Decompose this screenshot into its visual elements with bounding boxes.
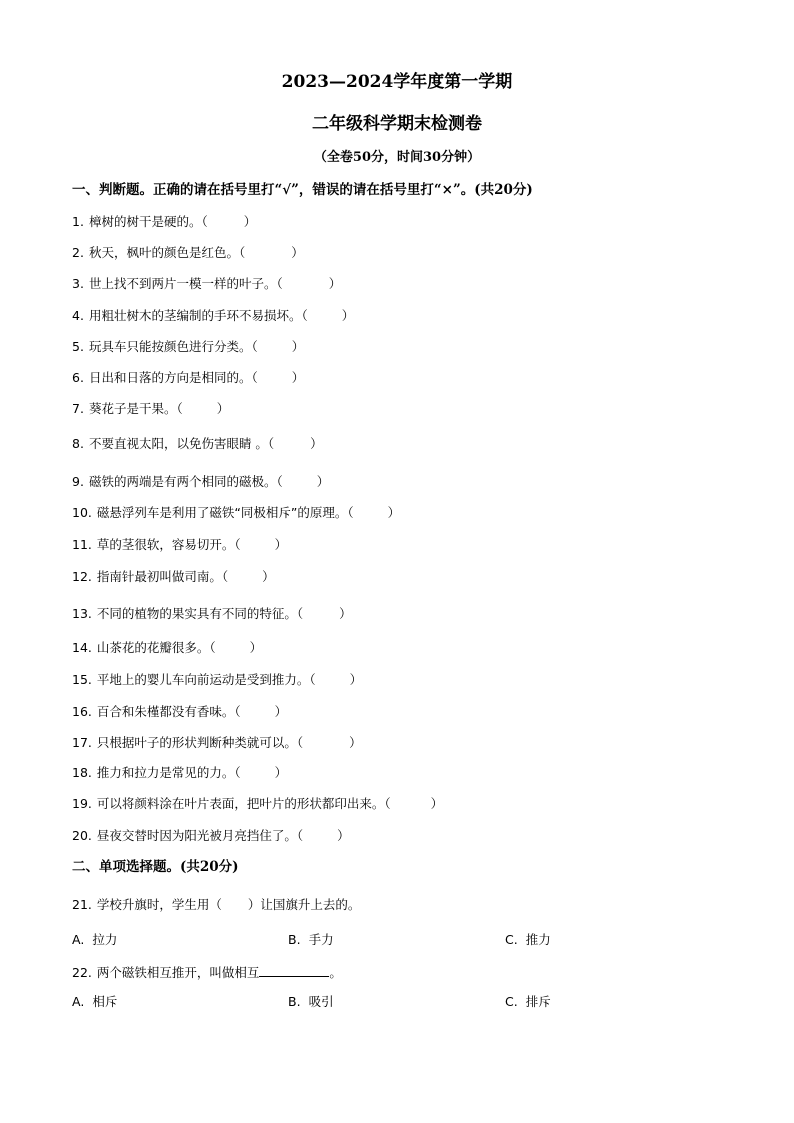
judgment-question: [72, 605, 352, 623]
question-text: 樟树的树干是硬的。（: [88, 214, 208, 229]
question-number: 7.: [72, 401, 84, 416]
question-number: 8.: [72, 436, 84, 451]
question-text: 只根据叶子的形状判断种类就可以。（: [96, 735, 304, 750]
question-close: ）: [243, 214, 257, 229]
question-number: 19.: [72, 796, 92, 811]
question-close: ）: [274, 537, 288, 552]
option-letter: A.: [72, 994, 85, 1009]
option-letter: C.: [505, 932, 518, 947]
judgment-question: [72, 369, 304, 387]
judgment-question: [72, 536, 287, 554]
question-close: ）: [274, 765, 288, 780]
option-text: 推力: [525, 932, 551, 947]
choice-option-c[interactable]: [505, 993, 551, 1011]
question-close: ）: [310, 436, 323, 451]
question-number: 22.: [72, 965, 92, 980]
question-number: 9.: [72, 474, 84, 489]
judgment-question: [72, 671, 362, 689]
question-text: 昼夜交替时因为阳光被月亮挡住了。（: [96, 828, 304, 843]
question-number: 16.: [72, 704, 92, 719]
section-heading-choice: 二、单项选择题。(共20分): [72, 859, 239, 875]
question-number: 1.: [72, 214, 84, 229]
question-number: 11.: [72, 537, 92, 552]
question-number: 17.: [72, 735, 92, 750]
question-close: ）: [291, 245, 304, 260]
question-text: 山茶花的花瓣很多。（: [96, 640, 216, 655]
judgment-question: [72, 734, 362, 752]
option-text: 吸引: [308, 994, 334, 1009]
option-letter: A.: [72, 932, 85, 947]
question-text: 不同的植物的果实具有不同的特征。（: [96, 606, 304, 621]
question-text: 用粗壮树木的茎编制的手环不易损坏。（: [88, 308, 308, 323]
question-text: 平地上的婴儿车向前运动是受到推力。（: [96, 672, 316, 687]
question-number: 18.: [72, 765, 92, 780]
exam-subtitle: （全卷50分，时间30分钟）: [313, 150, 481, 165]
judgment-question: [72, 703, 287, 721]
question-close: ）: [216, 401, 230, 416]
question-stem-before: 两个磁铁相互推开，叫做相互: [96, 965, 260, 980]
choice-option-a[interactable]: [72, 931, 117, 949]
judgment-question: [72, 400, 229, 418]
answer-underline[interactable]: [259, 962, 329, 977]
question-close: ）: [339, 606, 352, 621]
choice-option-c[interactable]: [505, 931, 551, 949]
choice-question: [72, 896, 360, 914]
question-stem-before: 学校升旗时，学生用（: [96, 897, 222, 912]
question-number: 21.: [72, 897, 92, 912]
judgment-question: [72, 307, 354, 325]
question-number: 15.: [72, 672, 92, 687]
option-text: 拉力: [92, 932, 118, 947]
question-stem-after: ）让国旗升上去的。: [247, 897, 361, 912]
question-text: 日出和日落的方向是相同的。（: [88, 370, 258, 385]
judgment-question: [72, 213, 256, 231]
option-text: 手力: [308, 932, 334, 947]
judgment-question: [72, 827, 350, 845]
exam-title-line1: 2023—2024学年度第一学期: [281, 72, 513, 92]
question-close: ）: [291, 370, 305, 385]
question-number: 6.: [72, 370, 84, 385]
question-text: 指南针最初叫做司南。（: [96, 569, 229, 584]
question-stem-after: 。: [329, 965, 342, 980]
question-text: 不要直视太阳，以免伤害眼睛 。（: [88, 436, 275, 451]
question-close: ）: [341, 308, 355, 323]
question-number: 5.: [72, 339, 84, 354]
question-number: 3.: [72, 276, 84, 291]
judgment-question: [72, 639, 262, 657]
judgment-question: [72, 764, 287, 782]
question-number: 14.: [72, 640, 92, 655]
option-letter: C.: [505, 994, 518, 1009]
option-text: 排斥: [525, 994, 551, 1009]
question-text: 玩具车只能按颜色进行分类。（: [88, 339, 258, 354]
question-number: 20.: [72, 828, 92, 843]
question-number: 4.: [72, 308, 84, 323]
question-text: 世上找不到两片一模一样的叶子。（: [88, 276, 283, 291]
question-close: ）: [249, 640, 263, 655]
judgment-question: [72, 275, 341, 293]
judgment-question: [72, 568, 275, 586]
question-close: ）: [316, 474, 330, 489]
question-close: ）: [328, 276, 342, 291]
choice-option-a[interactable]: [72, 993, 117, 1011]
choice-question: [72, 962, 342, 982]
question-number: 2.: [72, 245, 84, 260]
question-close: ）: [430, 796, 444, 811]
question-number: 12.: [72, 569, 92, 584]
question-close: ）: [291, 339, 305, 354]
exam-title-line2: 二年级科学期末检测卷: [312, 114, 482, 134]
judgment-question: [72, 338, 304, 356]
judgment-question: [72, 244, 304, 262]
question-text: 磁悬浮列车是利用了磁铁“同极相斥”的原理。（: [96, 505, 354, 520]
question-text: 百合和朱槿都没有香味。（: [96, 704, 241, 719]
judgment-question: [72, 473, 329, 491]
choice-option-b[interactable]: [288, 931, 334, 949]
question-text: 磁铁的两端是有两个相同的磁极。（: [88, 474, 283, 489]
choice-option-b[interactable]: [288, 993, 334, 1011]
question-text: 葵花子是干果。（: [88, 401, 183, 416]
question-close: ）: [337, 828, 350, 843]
question-number: 13.: [72, 606, 92, 621]
option-text: 相斥: [92, 994, 118, 1009]
option-letter: B.: [288, 932, 301, 947]
question-close: ）: [387, 505, 401, 520]
question-text: 草的茎很软，容易切开。（: [96, 537, 241, 552]
option-letter: B.: [288, 994, 301, 1009]
question-text: 推力和拉力是常见的力。（: [96, 765, 241, 780]
section-heading-judgment: 一、判断题。正确的请在括号里打“√”，错误的请在括号里打“×”。(共20分): [72, 182, 533, 198]
judgment-question: [72, 504, 400, 522]
question-number: 10.: [72, 505, 92, 520]
judgment-question: [72, 795, 443, 813]
question-close: ）: [349, 735, 362, 750]
judgment-question: [72, 435, 323, 453]
question-text: 秋天，枫叶的颜色是红色。（: [88, 245, 246, 260]
question-close: ）: [349, 672, 363, 687]
question-text: 可以将颜料涂在叶片表面，把叶片的形状都印出来。（: [96, 796, 391, 811]
question-close: ）: [262, 569, 275, 584]
question-close: ）: [274, 704, 288, 719]
